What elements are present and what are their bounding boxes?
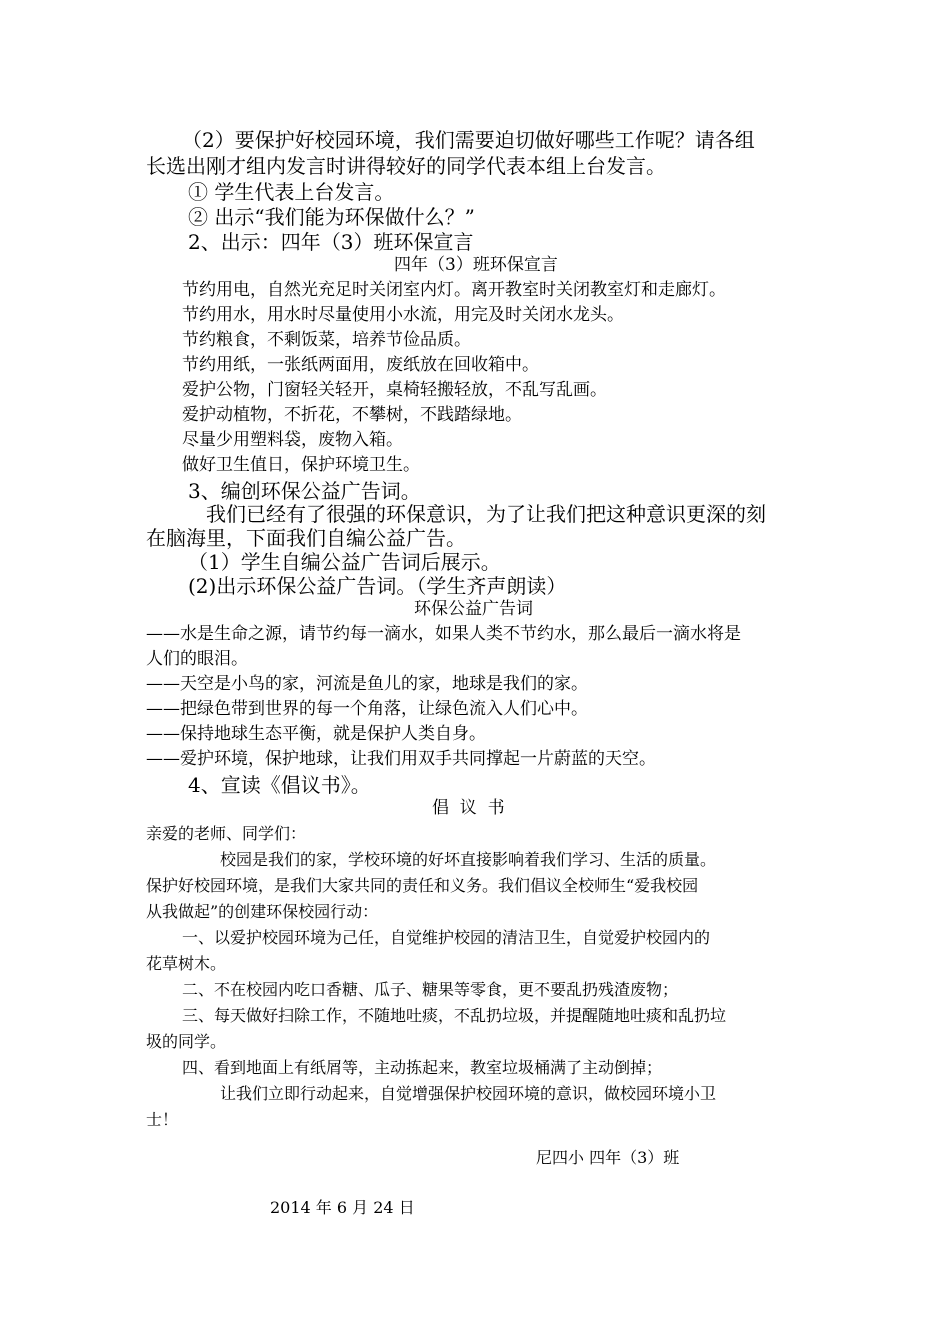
proposal-closing-line-2: 士！ — [146, 1110, 179, 1129]
section-3-sub-1: （1）学生自编公益广告词后展示。 — [188, 550, 501, 574]
proposal-greeting: 亲爱的老师、同学们： — [146, 824, 307, 843]
proposal-point-2: 二、不在校园内吃口香糖、瓜子、糖果等零食，更不要乱扔残渣废物； — [182, 980, 679, 999]
step-1: ① 学生代表上台发言。 — [188, 180, 395, 204]
declaration-item: 节约用电，自然光充足时关闭室内灯。离开教室时关闭教室灯和走廊灯。 — [182, 280, 726, 300]
proposal-title: 倡 议 书 — [432, 798, 505, 818]
proposal-intro-line-3: 从我做起”的创建环保校园行动： — [146, 902, 379, 921]
section-3-para-line-2: 在脑海里，下面我们自编公益广告。 — [146, 526, 466, 550]
declaration-item: 爱护公物，门窗轻关轻开，桌椅轻搬轻放，不乱写乱画。 — [182, 380, 607, 400]
declaration-item: 做好卫生值日，保护环境卫生。 — [182, 455, 420, 475]
slogans-title: 环保公益广告词 — [414, 599, 533, 619]
declaration-item: 节约粮食，不剩饭菜，培养节俭品质。 — [182, 330, 471, 350]
proposal-point-1-line-2: 花草树木。 — [146, 954, 227, 973]
section-3-sub-2: (2)出示环保公益广告词。（学生齐声朗读） — [188, 574, 567, 598]
section-3-para-line-1: 我们已经有了很强的环保意识，为了让我们把这种意识更深的刻 — [206, 502, 766, 526]
date: 2014 年 6 月 24 日 — [270, 1198, 415, 1217]
slogan-line: ——把绿色带到世界的每一个角落，让绿色流入人们心中。 — [146, 699, 588, 719]
question-2-line-2: 长选出刚才组内发言时讲得较好的同学代表本组上台发言。 — [146, 154, 666, 178]
proposal-point-3-line-2: 圾的同学。 — [146, 1032, 227, 1051]
proposal-closing-line-1: 让我们立即行动起来，自觉增强保护校园环境的意识，做校园环境小卫 — [220, 1084, 717, 1103]
heading-3: 3、编创环保公益广告词。 — [188, 479, 421, 503]
proposal-point-1-line-1: 一、以爱护校园环境为己任，自觉维护校园的清洁卫生，自觉爱护校园内的 — [182, 928, 711, 947]
heading-2: 2、出示：四年（3）班环保宣言 — [188, 230, 474, 254]
slogan-line: ——保持地球生态平衡，就是保护人类自身。 — [146, 724, 486, 744]
step-2: ② 出示“我们能为环保做什么？” — [188, 205, 475, 229]
declaration-item: 爱护动植物，不折花，不攀树，不践踏绿地。 — [182, 405, 522, 425]
slogan-line: 人们的眼泪。 — [146, 649, 248, 669]
slogan-line: ——天空是小鸟的家，河流是鱼儿的家，地球是我们的家。 — [146, 674, 588, 694]
slogan-line: ——爱护环境，保护地球，让我们用双手共同撑起一片蔚蓝的天空。 — [146, 749, 656, 769]
proposal-point-3-line-1: 三、每天做好扫除工作，不随地吐痰，不乱扔垃圾，并提醒随地吐痰和乱扔垃 — [182, 1006, 727, 1025]
proposal-intro-line-2: 保护好校园环境，是我们大家共同的责任和义务。我们倡议全校师生“爱我校园 — [146, 876, 699, 895]
proposal-intro-line-1: 校园是我们的家，学校环境的好坏直接影响着我们学习、生活的质量。 — [220, 850, 717, 869]
declaration-item: 节约用水，用水时尽量使用小水流，用完及时关闭水龙头。 — [182, 305, 624, 325]
proposal-point-4: 四、看到地面上有纸屑等，主动拣起来，教室垃圾桶满了主动倒掉； — [182, 1058, 663, 1077]
declaration-item: 节约用纸，一张纸两面用，废纸放在回收箱中。 — [182, 355, 539, 375]
declaration-item: 尽量少用塑料袋，废物入箱。 — [182, 430, 403, 450]
declaration-title: 四年（3）班环保宣言 — [394, 255, 558, 275]
question-2-line-1: （2）要保护好校园环境，我们需要迫切做好哪些工作呢？请各组 — [182, 128, 755, 152]
signature: 尼四小 四年（3）班 — [536, 1148, 680, 1167]
heading-4: 4、宣读《倡议书》。 — [188, 773, 371, 797]
slogan-line: ——水是生命之源，请节约每一滴水，如果人类不节约水，那么最后一滴水将是 — [146, 624, 741, 644]
